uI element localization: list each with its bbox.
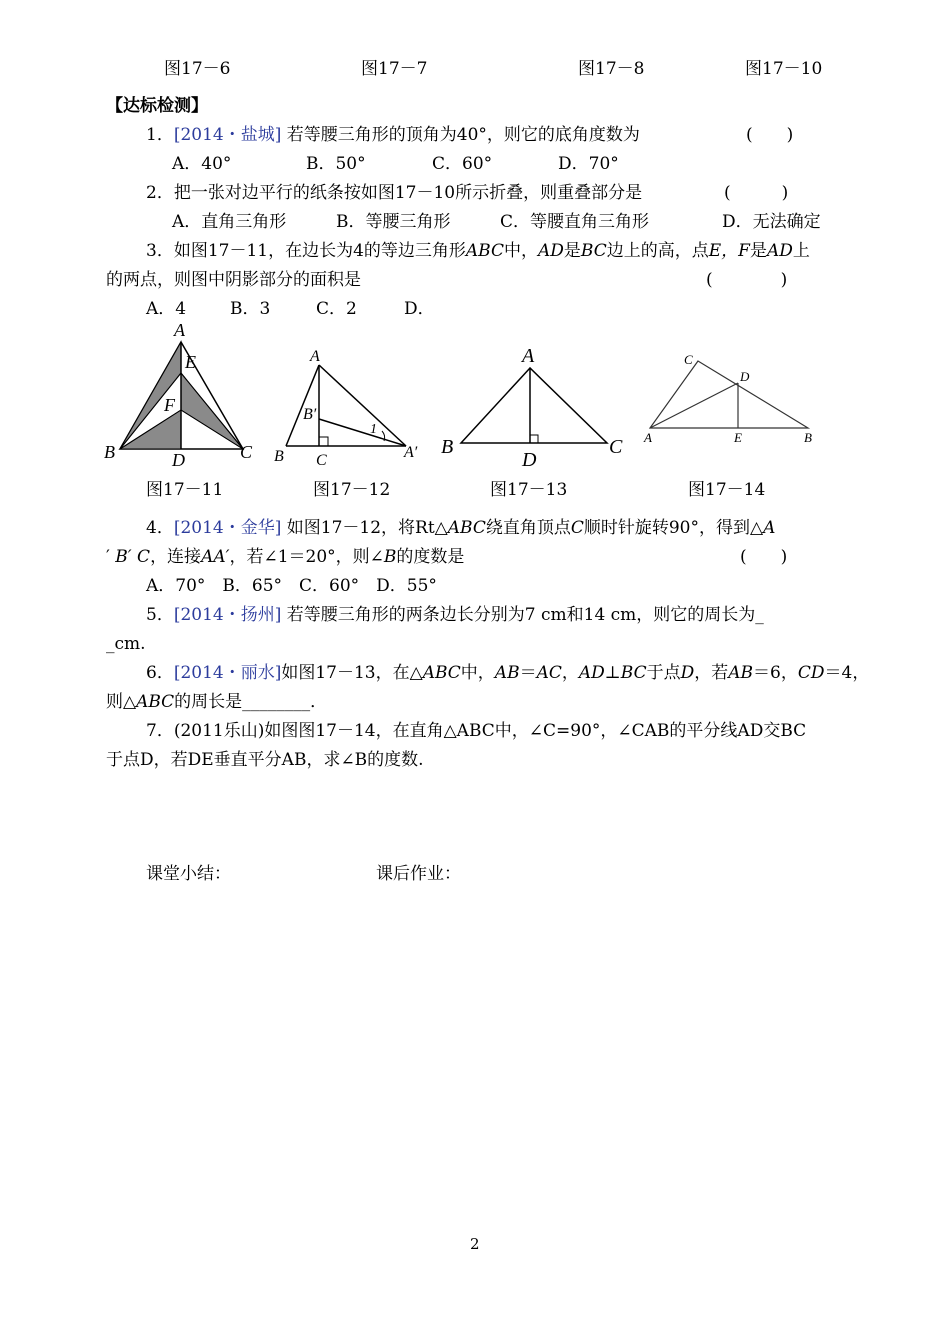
q6-d: D <box>680 663 695 683</box>
label-c: C <box>684 352 693 367</box>
q6-text-c: 于点 <box>646 663 681 683</box>
section-title: 【达标检测】 <box>106 96 208 116</box>
q4-b: B <box>383 547 397 567</box>
caption-fig-17-8: 图17－8 <box>578 59 645 79</box>
q4-source: [2014・金华] <box>173 518 282 538</box>
q6-ab2: AB <box>728 663 754 683</box>
q2-option-d: D．无法确定 <box>722 212 821 232</box>
q6-text-e: ＝6， <box>753 663 798 683</box>
question-5-line1 <box>146 604 764 626</box>
class-summary-label: 课堂小结： <box>146 864 231 884</box>
q3-option-a: A．4 <box>146 299 187 319</box>
question-3-line1 <box>146 240 810 262</box>
q3-text-f: 上 <box>792 241 810 261</box>
q2-option-a: A．直角三角形 <box>172 212 287 232</box>
q6-text-a: 如图17－13，在△ <box>281 663 423 683</box>
q3-option-d: D． <box>404 299 435 319</box>
q1-option-c: C．60° <box>432 154 493 174</box>
question-6-line1 <box>146 662 869 684</box>
q3-option-c: C．2 <box>316 299 357 319</box>
q6-text-g: 则△ <box>106 692 137 712</box>
q4-aa-prime: AA′ <box>201 547 230 567</box>
caption-fig-17-7: 图17－7 <box>361 59 428 79</box>
label-e: E <box>185 352 196 372</box>
label-b: B <box>274 448 284 465</box>
q3-text-a: 3．如图17－11，在边长为4的等边三角形 <box>146 241 466 261</box>
q2-answer-paren: ( ) <box>724 183 789 203</box>
q3-ef: E，F <box>708 241 750 261</box>
question-7-line1: 7．(2011乐山)如图图17－14，在直角△ABC中，∠C=90°，∠CAB的平分线AD交BC <box>146 721 807 741</box>
q3-ad: AD <box>538 241 564 261</box>
q3-text-e: 是 <box>749 241 767 261</box>
label-f: F <box>164 395 175 415</box>
label-a: A <box>522 345 535 367</box>
label-b: B <box>441 436 454 458</box>
q6-abc2: ABC <box>136 692 175 712</box>
question-7-line2: 于点D，若DE垂直平分AB，求∠B的度数. <box>106 750 424 770</box>
label-angle-1: 1 <box>370 422 377 437</box>
label-a: A <box>644 430 652 445</box>
q4-prime: ′ <box>106 547 110 567</box>
q3-text-b: 中， <box>504 241 538 261</box>
q3-bc: BC <box>580 241 607 261</box>
question-4-line2 <box>106 546 464 568</box>
label-d: D <box>740 369 750 384</box>
q4-number: 4． <box>146 518 174 538</box>
q4-answer-paren: ( ) <box>740 547 788 567</box>
question-3-line2: 的两点，则图中阴影部分的面积是 <box>106 270 361 290</box>
q6-perp: ⊥ <box>604 663 621 683</box>
q4-text-f: 的度数是 <box>396 547 465 567</box>
q1-option-a: A．40° <box>172 154 232 174</box>
label-c: C <box>240 442 253 462</box>
q4-c2: C <box>137 547 151 567</box>
q4-abc: ABC <box>447 518 486 538</box>
caption-fig-17-12: 图17－12 <box>313 480 391 500</box>
label-b: B <box>104 442 115 462</box>
homework-label: 课后作业： <box>376 864 461 884</box>
q3-text-c: 是 <box>563 241 581 261</box>
figure-17-13 <box>436 340 636 475</box>
q6-cd: CD <box>797 663 825 683</box>
q4-text-e: ，若∠1＝20°，则∠ <box>229 547 384 567</box>
caption-fig-17-13: 图17－13 <box>490 480 568 500</box>
q4-text-c: 顺时针旋转90°，得到△ <box>583 518 764 538</box>
q2-option-c: C．等腰直角三角形 <box>500 212 650 232</box>
q5-number: 5． <box>146 605 174 625</box>
label-c: C <box>316 452 327 469</box>
q6-abc: ABC <box>422 663 461 683</box>
q6-eq-sign: ＝ <box>519 663 537 683</box>
caption-fig-17-14: 图17－14 <box>688 480 766 500</box>
q3-abc: ABC <box>465 241 504 261</box>
label-a: A <box>310 348 320 365</box>
q6-ac: AC <box>536 663 562 683</box>
label-b: B <box>804 430 812 445</box>
question-6-line2 <box>106 691 327 713</box>
q1-text: 若等腰三角形的顶角为40°，则它的底角度数为 <box>286 125 640 145</box>
q6-text-f: ＝4， <box>824 663 870 683</box>
figure-17-14 <box>636 346 826 451</box>
label-e: E <box>734 430 742 445</box>
label-c: C <box>609 436 623 458</box>
label-b-prime: B′ <box>303 406 317 423</box>
q3-option-b: B．3 <box>230 299 271 319</box>
q1-option-b: B．50° <box>306 154 366 174</box>
q3-text-d: 边上的高，点 <box>606 241 709 261</box>
caption-fig-17-6: 图17－6 <box>164 59 231 79</box>
q4-c: C <box>570 518 584 538</box>
page-number: 2 <box>470 1235 480 1253</box>
q1-answer-paren: ( ) <box>746 125 794 145</box>
q6-ad: AD <box>578 663 605 683</box>
question-5-line2: _cm. <box>106 634 146 654</box>
figure-17-11 <box>100 318 270 468</box>
q4-b-prime: B′ <box>115 547 132 567</box>
q6-bc: BC <box>620 663 647 683</box>
label-a: A <box>174 320 185 340</box>
caption-fig-17-10: 图17－10 <box>745 59 823 79</box>
q4-options: A．70° B．65° C．60° D．55° <box>146 576 437 596</box>
q2-option-b: B．等腰三角形 <box>336 212 451 232</box>
question-4-line1 <box>146 517 775 539</box>
q6-text-b: 中， <box>460 663 495 683</box>
q6-comma: ， <box>561 663 579 683</box>
q5-source: [2014・扬州] <box>173 605 282 625</box>
q4-text-b: 绕直角顶点 <box>485 518 571 538</box>
q5-text: 若等腰三角形的两条边长分别为7 cm和14 cm，则它的周长为_ <box>286 605 764 625</box>
caption-fig-17-11: 图17－11 <box>146 480 224 500</box>
q6-number: 6． <box>146 663 174 683</box>
label-d: D <box>522 449 537 471</box>
q3-ad2: AD <box>766 241 793 261</box>
q4-a: A <box>763 518 776 538</box>
figure-17-12 <box>270 345 430 470</box>
q6-source: [2014・丽水] <box>173 663 282 683</box>
q6-text-h: 的周长是________． <box>174 692 328 712</box>
q1-source: [2014・盐城] <box>173 125 282 145</box>
question-2: 2．把一张对边平行的纸条按如图17－10所示折叠，则重叠部分是 <box>146 183 643 203</box>
q4-text-d: ，连接 <box>150 547 202 567</box>
q4-text-a: 如图17－12，将Rt△ <box>286 518 448 538</box>
q6-text-d: ，若 <box>694 663 729 683</box>
question-1 <box>146 124 640 146</box>
q1-number: 1． <box>146 125 174 145</box>
label-d: D <box>172 450 185 468</box>
q3-answer-paren: ( ) <box>706 270 788 290</box>
q6-ab: AB <box>494 663 520 683</box>
label-a-prime: A′ <box>404 444 418 461</box>
q1-option-d: D．70° <box>558 154 619 174</box>
